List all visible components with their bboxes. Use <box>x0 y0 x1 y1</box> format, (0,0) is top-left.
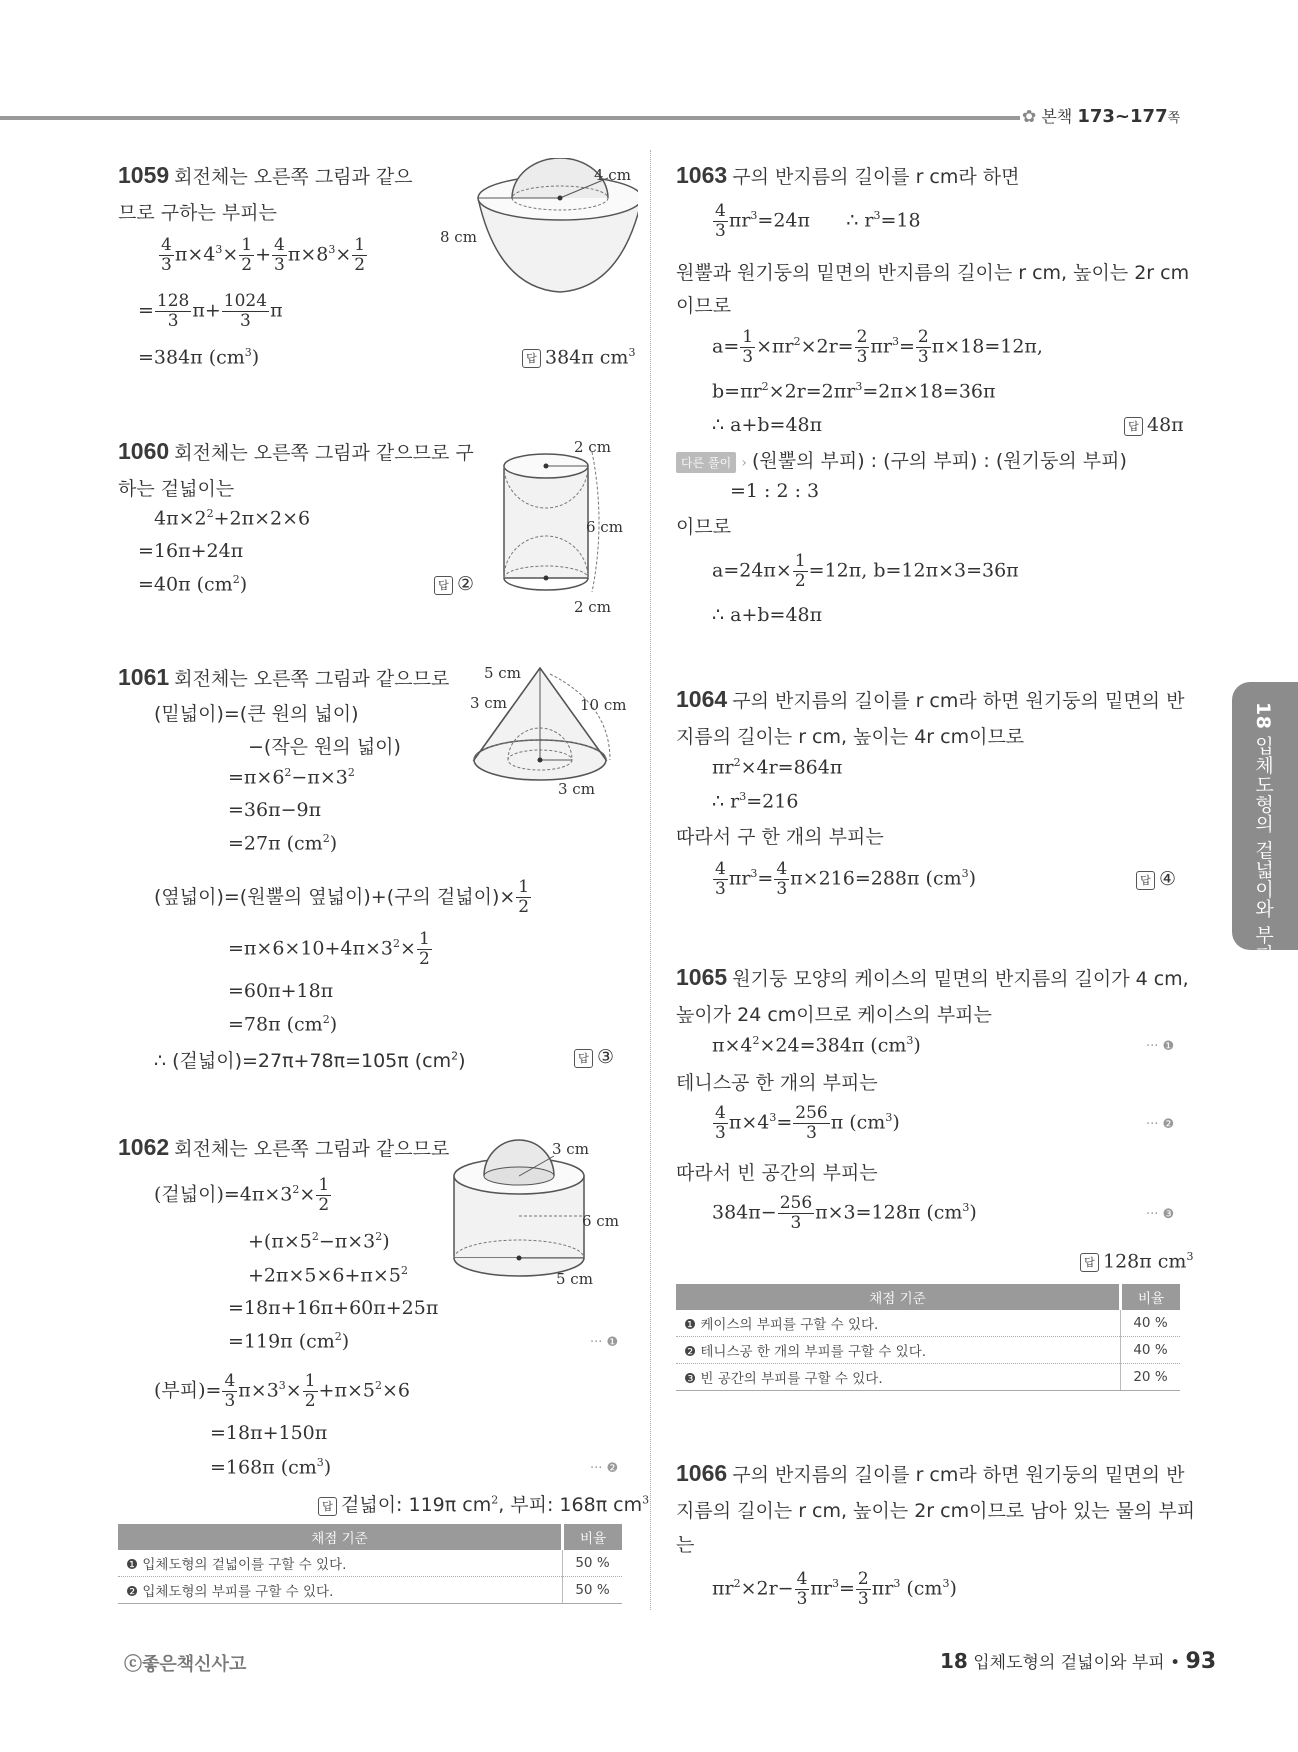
figure-cone <box>470 664 630 794</box>
answer-1064: 답 ④ <box>1136 868 1176 890</box>
formula-line: $\pi r^2\times 2r-$ $\frac{4}{3}$ $\pi r^3=$ $\frac{2}{3}$ $\pi r^3$ $(cm^3)$ <box>712 1569 957 1609</box>
problem-1063: 1063 구의 반지름의 길이를 r cm라 하면 <box>676 162 1020 188</box>
problem-number: 1062 <box>118 1134 170 1160</box>
table-row: ❷ 입체도형의 부피를 구할 수 있다. 50 % <box>118 1577 622 1604</box>
footer-chapter: 18 입체도형의 겉넓이와 부피 • 93 <box>940 1649 1217 1674</box>
formula-line: $\frac{4}{3}$ $\pi\times 4^3\times$ $\frac{1}{2}$ + $\frac{4}{3}$ $\pi\times 8^3\times$ $\frac{1}{2}$ <box>161 235 366 275</box>
formula-line: a=24π× $\frac{1}{2}$ =12π, b=12π×3=36π <box>712 551 1019 591</box>
answer-1063: 답 48π <box>1124 414 1184 436</box>
formula-line: $\pi\times 4^2\times 24=384\pi$ $(cm^3)$ <box>712 1034 921 1057</box>
formula-line: $\frac{4}{3}$ $\pi r^3=$ $\frac{4}{3}$ π×216=288π $(cm^3)$ <box>715 859 977 899</box>
figure-label: 6 cm <box>582 1212 619 1230</box>
formula-line: =1 : 2 : 3 <box>730 480 820 502</box>
formula-line: $b=\pi r^2\times 2r=2\pi r^3=2\pi\times 18=36\pi$ <box>712 380 996 403</box>
grading-table-1065: 채점 기준 비율 ❶ 케이스의 부피를 구할 수 있다. 40 % ❷ 테니스공 한 개의 부피를 구할 수 있다. 40 % ❸ 빈 공간의 부피를 구할 수 있다. 20 % <box>676 1284 1180 1391</box>
problem-number: 1066 <box>676 1460 728 1486</box>
answer-icon: 답 <box>318 1497 337 1516</box>
figure-label: 4 cm <box>594 166 631 184</box>
formula-line: $=\pi\times 6\times 10+4\pi\times 3^2\times$ $\frac{1}{2}$ <box>228 929 430 969</box>
answer-1065: 답 128π $cm^3$ <box>1080 1250 1193 1272</box>
alt-solution: 다른 풀이 › (원뿔의 부피) : (구의 부피) : (원기둥의 부피) <box>676 446 1127 473</box>
formula-line: =36π−9π <box>228 799 322 821</box>
problem-text: 따라서 빈 공간의 부피는 <box>676 1162 878 1184</box>
table-row: ❸ 빈 공간의 부피를 구할 수 있다. 20 % <box>676 1364 1180 1391</box>
formula-line: $+2\pi\times 5\times 6+\pi\times 5^2$ <box>248 1264 408 1287</box>
figure-label: 10 cm <box>580 696 627 714</box>
formula-line: (부피)= $\frac{4}{3}$ $\pi\times 3^3\times$ $\frac{1}{2}$ $+\pi\times 5^2\times 6$ <box>154 1371 410 1411</box>
problem-1062: 1062 회전체는 오른쪽 그림과 같으므로 <box>118 1134 450 1160</box>
answer-icon: 답 <box>574 1049 593 1068</box>
problem-text: 이므로 <box>676 516 732 538</box>
answer-icon: 답 <box>1136 871 1155 890</box>
figure-label: 5 cm <box>556 1270 593 1288</box>
formula-line: (밑넓이)=(큰 원의 넓이) <box>154 703 359 725</box>
problem-1065: 1065 원기둥 모양의 케이스의 밑면의 반지름의 길이가 4 cm, <box>676 964 1189 990</box>
problem-text: 는 <box>676 1534 695 1556</box>
figure-label: 3 cm <box>470 694 507 712</box>
formula-line: ∴ (겉넓이)=27π+78π=105π $(cm^2)$ <box>154 1049 466 1072</box>
chapter-side-label: 18 입체도형의 겉넓이와 부피 <box>1252 702 1274 964</box>
problem-1060: 1060 회전체는 오른쪽 그림과 같으므로 구 <box>118 438 474 464</box>
figure-cylinder-hemisphere <box>450 1136 620 1286</box>
table-row: ❶ 입체도형의 겉넓이를 구할 수 있다. 50 % <box>118 1550 622 1577</box>
table-row: ❷ 테니스공 한 개의 부피를 구할 수 있다. 40 % <box>676 1337 1180 1364</box>
formula-line: =16π+24π <box>138 540 244 562</box>
problem-text: 지름의 길이는 r cm, 높이는 2r cm이므로 남아 있는 물의 부피 <box>676 1500 1196 1522</box>
answer-icon: 답 <box>434 576 453 595</box>
problem-text: 이므로 <box>676 295 732 317</box>
problem-1059: 1059 회전체는 오른쪽 그림과 같으 <box>118 162 413 188</box>
formula-line: (겉넓이)$=4\pi\times 3^2\times$ $\frac{1}{2}$ <box>154 1175 330 1215</box>
grading-table-1062: 채점 기준 비율 ❶ 입체도형의 겉넓이를 구할 수 있다. 50 % ❷ 입체도형의 부피를 구할 수 있다. 50 % <box>118 1524 622 1604</box>
alt-solution-badge: 다른 풀이 <box>676 452 736 473</box>
formula-line: −(작은 원의 넓이) <box>248 736 401 758</box>
problem-1064: 1064 구의 반지름의 길이를 r cm라 하면 원기둥의 밑면의 반 <box>676 686 1185 712</box>
formula-line: =384π $(cm^3)$ <box>138 346 260 369</box>
answer-icon: 답 <box>1080 1253 1099 1272</box>
formula-line: $\frac{4}{3}$ $\pi r^3=24\pi$ ∴ $r^3=18$ <box>715 201 921 241</box>
formula-line: =18π+150π <box>210 1422 328 1444</box>
problem-number: 1060 <box>118 438 170 464</box>
problem-text: 원뿔과 원기둥의 밑면의 반지름의 길이는 r cm, 높이는 2r cm <box>676 262 1190 284</box>
problem-text: 테니스공 한 개의 부피는 <box>676 1072 878 1094</box>
figure-label: 2 cm <box>574 598 611 616</box>
figure-label: 5 cm <box>484 664 521 682</box>
answer-1061: 답 ③ <box>574 1046 614 1068</box>
formula-line: 384π− $\frac{256}{3}$ π×3=128π $(cm^3)$ <box>712 1193 977 1233</box>
formula-line: ∴ a+b=48π <box>712 604 823 626</box>
formula-line: =40π $(cm^2)$ <box>138 573 248 596</box>
step-marker: ··· ❶ <box>1146 1039 1175 1054</box>
answer-1059: 답 384π $cm^3$ <box>522 346 635 368</box>
figure-label: 3 cm <box>558 780 595 798</box>
formula-line: = $\frac{128}{3}$ π+ $\frac{1024}{3}$ π <box>138 291 283 331</box>
problem-number: 1063 <box>676 162 728 188</box>
formula-line: $+(\pi\times 5^2-\pi\times 3^2)$ <box>248 1230 390 1253</box>
problem-text: 지름의 길이는 r cm, 높이는 4r cm이므로 <box>676 726 1025 748</box>
step-marker: ··· ❸ <box>1146 1207 1175 1222</box>
formula-line: (옆넓이)=(원뿔의 옆넓이)+(구의 겉넓이)× $\frac{1}{2}$ <box>154 877 530 917</box>
problem-1061: 1061 회전체는 오른쪽 그림과 같으므로 <box>118 664 450 690</box>
figure-label: 3 cm <box>552 1140 589 1158</box>
formula-line: ∴ a+b=48π <box>712 414 823 436</box>
formula-line: $=\pi\times 6^2-\pi\times 3^2$ <box>228 766 355 789</box>
formula-line: $4\pi\times 2^2+2\pi\times 2\times 6$ <box>154 507 311 530</box>
formula-line: =18π+16π+60π+25π <box>228 1297 439 1319</box>
column-divider <box>650 150 651 1610</box>
step-marker: ··· ❷ <box>1146 1117 1175 1132</box>
table-row: ❶ 케이스의 부피를 구할 수 있다. 40 % <box>676 1310 1180 1337</box>
answer-icon: 답 <box>1124 417 1143 436</box>
answer-1060: 답 ② <box>434 573 474 595</box>
header-ref: ✿ 본책 173~177쪽 <box>1022 106 1181 127</box>
step-marker: ··· ❶ <box>590 1335 619 1350</box>
formula-line: =119π $(cm^2)$ <box>228 1330 350 1353</box>
formula-line: $\pi r^2\times 4r=864\pi$ <box>712 756 843 779</box>
formula-line: =27π $(cm^2)$ <box>228 832 338 855</box>
figure-label: 8 cm <box>440 228 477 246</box>
problem-number: 1065 <box>676 964 728 990</box>
problem-text: 하는 겉넓이는 <box>118 478 235 500</box>
page-number: 93 <box>1185 1649 1217 1674</box>
problem-number: 1061 <box>118 664 170 690</box>
answer-icon: 답 <box>522 349 541 368</box>
problem-text: 므로 구하는 부피는 <box>118 202 277 224</box>
problem-number: 1059 <box>118 162 170 188</box>
header-rule <box>0 116 1020 120</box>
figure-label: 2 cm <box>574 438 611 456</box>
problem-1066: 1066 구의 반지름의 길이를 r cm라 하면 원기둥의 밑면의 반 <box>676 1460 1185 1486</box>
problem-number: 1064 <box>676 686 728 712</box>
chevron-right-icon: › <box>741 455 747 471</box>
problem-text: 높이가 24 cm이므로 케이스의 부피는 <box>676 1004 992 1026</box>
formula-line: =60π+18π <box>228 980 334 1002</box>
publisher-logo: ⓒ좋은책신사고 <box>124 1654 247 1675</box>
step-marker: ··· ❷ <box>590 1461 619 1476</box>
formula-line: =78π $(cm^2)$ <box>228 1013 338 1036</box>
formula-line: =168π $(cm^3)$ <box>210 1456 332 1479</box>
figure-label: 6 cm <box>586 518 623 536</box>
formula-line: ∴ $r^3=216$ <box>712 790 799 813</box>
formula-line: $\frac{4}{3}$ $\pi\times 4^3=$ $\frac{256}{3}$ π $(cm^3)$ <box>715 1103 900 1143</box>
flower-icon: ✿ <box>1022 107 1037 127</box>
answer-1062: 답 겉넓이: 119π $cm^2$, 부피: 168π $cm^3$ <box>318 1490 649 1517</box>
problem-text: 따라서 구 한 개의 부피는 <box>676 826 884 848</box>
formula-line: a= $\frac{1}{3}$ $\times\pi r^2\times 2r=$ $\frac{2}{3}$ $\pi r^3=$ $\frac{2}{3}$ π×18=12π, <box>712 327 1043 367</box>
